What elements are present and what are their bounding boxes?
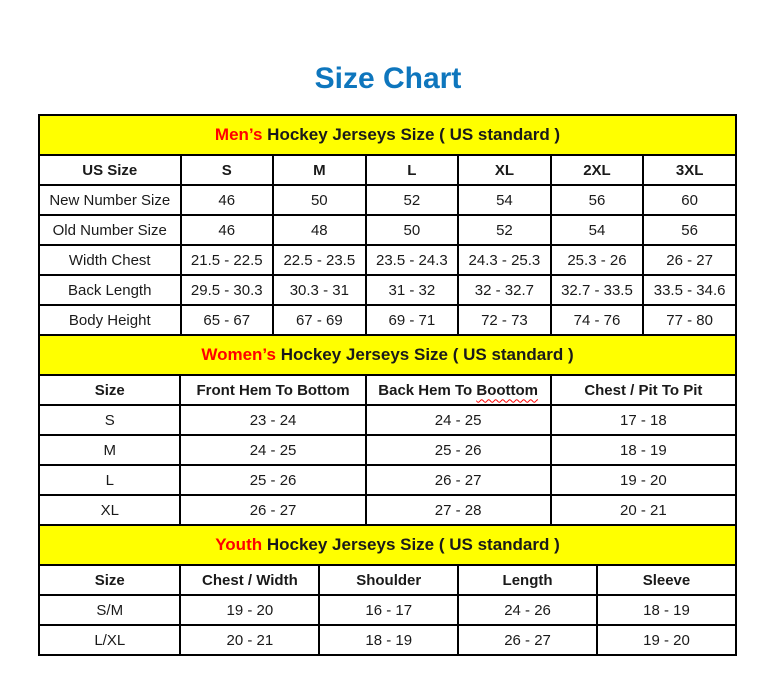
size-value: 52 [458,215,551,245]
size-value: 33.5 - 34.6 [643,275,736,305]
row-label: Back Length [39,275,181,305]
size-value: 46 [181,185,274,215]
size-value: 21.5 - 22.5 [181,245,274,275]
size-value: 17 - 18 [551,405,736,435]
size-value: 24.3 - 25.3 [458,245,551,275]
table-row [39,595,736,625]
size-value: 20 - 21 [180,625,319,655]
womens-size-table [38,334,737,526]
size-value: 52 [366,185,459,215]
column-header: Chest / Width [180,565,319,595]
size-value: 32 - 32.7 [458,275,551,305]
column-header: XL [458,155,551,185]
column-header: Front Hem To Bottom [180,375,365,405]
column-header: 3XL [643,155,736,185]
size-value: 46 [181,215,274,245]
size-value: 65 - 67 [181,305,274,335]
size-value: 69 - 71 [366,305,459,335]
table-row [39,435,736,465]
womens-banner-cell [39,335,736,375]
size-value: 67 - 69 [273,305,366,335]
table-row [39,305,736,335]
youth-size-table [38,524,737,656]
row-label: XL [39,495,180,525]
mens-header-row [39,155,736,185]
size-value: 31 - 32 [366,275,459,305]
size-value: 19 - 20 [551,465,736,495]
size-value: 29.5 - 30.3 [181,275,274,305]
column-header: Size [39,565,180,595]
womens-banner-rest: Hockey Jerseys Size ( US standard ) [275,345,574,364]
youth-header-row [39,565,736,595]
table-row [39,215,736,245]
size-value: 72 - 73 [458,305,551,335]
table-row [39,405,736,435]
column-header: M [273,155,366,185]
size-value: 56 [643,215,736,245]
table-row [39,495,736,525]
size-value: 26 - 27 [643,245,736,275]
size-value: 60 [643,185,736,215]
misspelled-word-wavy-underline: Boottom [476,381,539,399]
size-value: 23.5 - 24.3 [366,245,459,275]
row-label: Width Chest [39,245,181,275]
size-value: 27 - 28 [366,495,551,525]
row-label: Body Height [39,305,181,335]
size-value: 24 - 25 [366,405,551,435]
column-header: S [181,155,274,185]
mens-banner-cell [39,115,736,155]
column-header [366,375,551,405]
size-value: 25 - 26 [180,465,365,495]
womens-header-row [39,375,736,405]
size-value: 25.3 - 26 [551,245,644,275]
row-label: M [39,435,180,465]
column-header: US Size [39,155,181,185]
womens-banner [39,335,736,375]
size-value: 48 [273,215,366,245]
column-header: 2XL [551,155,644,185]
size-value: 77 - 80 [643,305,736,335]
size-value: 56 [551,185,644,215]
size-value: 30.3 - 31 [273,275,366,305]
size-value: 19 - 20 [597,625,736,655]
table-row [39,245,736,275]
row-label: L/XL [39,625,180,655]
size-value: 23 - 24 [180,405,365,435]
size-value: 20 - 21 [551,495,736,525]
table-row [39,185,736,215]
size-value: 18 - 19 [597,595,736,625]
column-header-prefix: Back Hem To [378,381,477,399]
mens-banner-rest: Hockey Jerseys Size ( US standard ) [262,125,561,144]
row-label: Old Number Size [39,215,181,245]
size-value: 25 - 26 [366,435,551,465]
youth-banner-cell [39,525,736,565]
womens-banner-highlight: Women’s [201,345,276,364]
size-value: 32.7 - 33.5 [551,275,644,305]
size-value: 50 [366,215,459,245]
column-header: Shoulder [319,565,458,595]
size-value: 18 - 19 [551,435,736,465]
row-label: New Number Size [39,185,181,215]
size-value: 54 [458,185,551,215]
page-title: Size Chart [314,62,462,95]
row-label: S [39,405,180,435]
column-header: Sleeve [597,565,736,595]
size-value: 19 - 20 [180,595,319,625]
column-header: Length [458,565,597,595]
column-header: Chest / Pit To Pit [551,375,736,405]
size-value: 26 - 27 [366,465,551,495]
size-value: 24 - 26 [458,595,597,625]
mens-banner [39,115,736,155]
row-label: L [39,465,180,495]
table-row [39,275,736,305]
size-value: 18 - 19 [319,625,458,655]
column-header: L [366,155,459,185]
size-value: 24 - 25 [180,435,365,465]
size-value: 16 - 17 [319,595,458,625]
size-value: 74 - 76 [551,305,644,335]
size-value: 26 - 27 [180,495,365,525]
column-header: Size [39,375,180,405]
size-value: 26 - 27 [458,625,597,655]
youth-banner [39,525,736,565]
youth-banner-highlight: Youth [215,535,263,554]
size-value: 54 [551,215,644,245]
table-row [39,625,736,655]
mens-size-table [38,114,737,336]
size-value: 22.5 - 23.5 [273,245,366,275]
row-label: S/M [39,595,180,625]
mens-banner-highlight: Men’s [214,125,263,144]
table-row [39,465,736,495]
size-value: 50 [273,185,366,215]
youth-banner-rest: Hockey Jerseys Size ( US standard ) [262,535,560,554]
